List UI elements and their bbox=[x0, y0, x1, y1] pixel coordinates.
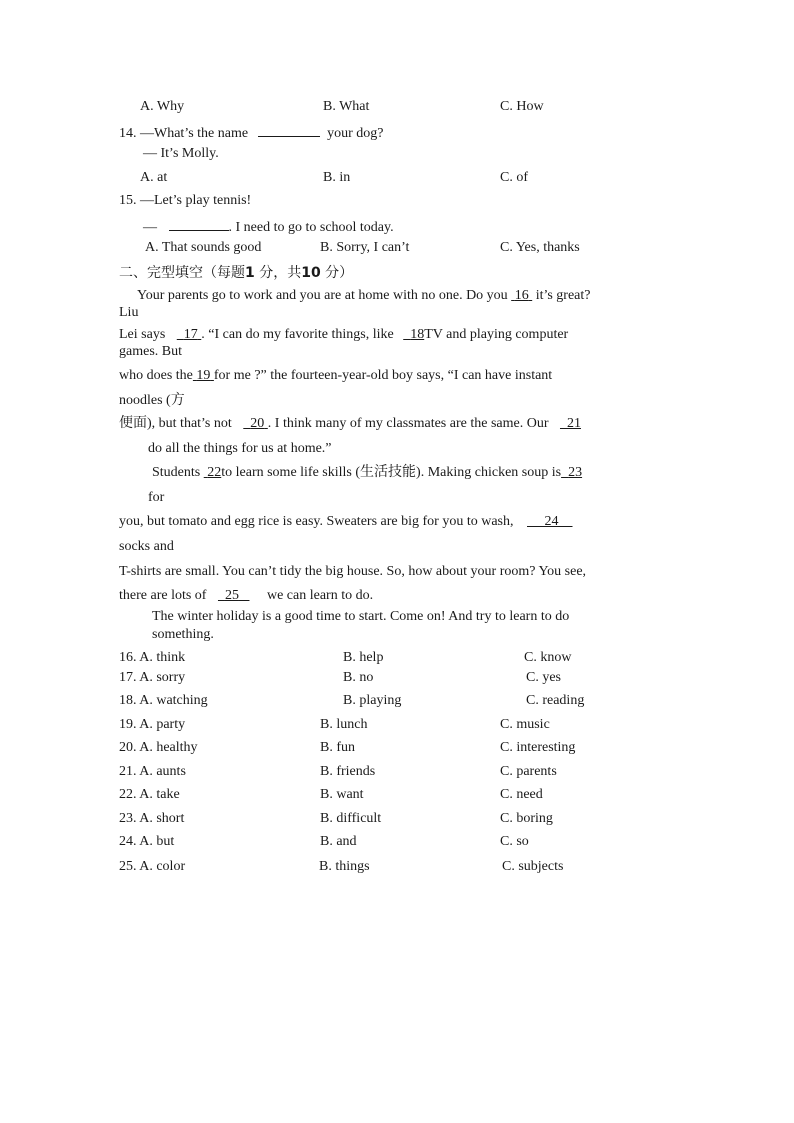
q15-stem: 15. —Let’s play tennis! bbox=[119, 193, 252, 208]
option-a: 25. A. color bbox=[119, 859, 186, 874]
option-b: B. fun bbox=[320, 740, 355, 755]
section-title-post: 分） bbox=[320, 265, 354, 281]
blank-22 bbox=[204, 465, 222, 480]
passage-text: it’s great? bbox=[535, 288, 591, 303]
blank-19-number: 19 bbox=[196, 368, 211, 383]
option-a: 18. A. watching bbox=[119, 693, 208, 708]
q14-stem-post: your dog? bbox=[327, 126, 384, 141]
option-a: 20. A. healthy bbox=[119, 740, 198, 755]
section-title-pre: 二、完型填空（每题 bbox=[119, 265, 245, 281]
option-a: 16. A. think bbox=[119, 650, 186, 665]
q15-answer bbox=[143, 216, 394, 237]
passage-line: something. bbox=[152, 627, 214, 642]
passage-text: to learn some life skills (生活技能). Making chicken soup is bbox=[221, 465, 562, 480]
option-b: B. difficult bbox=[320, 811, 382, 826]
q15-answer-dash: — bbox=[143, 220, 157, 235]
blank-18-number: 18 bbox=[410, 327, 425, 342]
option-c: C. yes bbox=[526, 670, 561, 685]
option-c: C. need bbox=[500, 787, 543, 802]
q14-option-b: B. in bbox=[323, 170, 351, 185]
passage-text: 便面), but that’s not bbox=[119, 416, 232, 431]
blank-24 bbox=[527, 514, 573, 529]
passage-text: . “I can do my favorite things, like bbox=[201, 327, 394, 342]
section-title-points: 1 bbox=[245, 265, 255, 281]
option-a: 17. A. sorry bbox=[119, 670, 186, 685]
passage-line: T-shirts are small. You can’t tidy the big house. So, how about your room? You see, bbox=[119, 564, 587, 579]
passage-line bbox=[119, 367, 552, 385]
blank-20-number: 20 bbox=[250, 416, 265, 431]
q14-stem-pre: 14. —What’s the name bbox=[119, 126, 249, 141]
passage-line: The winter holiday is a good time to start. Come on! And try to learn to do bbox=[152, 609, 570, 624]
option-a: 24. A. but bbox=[119, 834, 175, 849]
passage-line bbox=[119, 326, 568, 344]
passage-text: TV and playing computer bbox=[424, 327, 569, 342]
q13-option-a: A. Why bbox=[140, 99, 185, 114]
option-c: C. so bbox=[500, 834, 529, 849]
passage-text: for me ?” the fourteen-year-old boy says, “I can have instant bbox=[213, 368, 553, 383]
option-b: B. friends bbox=[320, 764, 376, 779]
blank-17-number: 17 bbox=[183, 327, 198, 342]
option-c: C. reading bbox=[526, 693, 585, 708]
q14-stem bbox=[119, 122, 383, 143]
passage-line: do all the things for us at home.” bbox=[148, 441, 332, 456]
blank-23 bbox=[561, 465, 582, 480]
section-title bbox=[119, 264, 353, 282]
option-c: C. boring bbox=[500, 811, 553, 826]
section-title-total: 10 bbox=[301, 265, 321, 281]
passage-line: socks and bbox=[119, 539, 174, 554]
q14-blank bbox=[258, 122, 320, 137]
blank-19 bbox=[193, 368, 214, 383]
passage-text: Your parents go to work and you are at home with no one. Do you bbox=[137, 288, 508, 303]
q13-option-c: C. How bbox=[500, 99, 544, 114]
option-b: B. help bbox=[343, 650, 384, 665]
q14-answer: — It’s Molly. bbox=[143, 146, 219, 161]
blank-20 bbox=[243, 416, 268, 431]
passage-text: you, but tomato and egg rice is easy. Sweaters are big for you to wash, bbox=[119, 514, 514, 529]
passage-line bbox=[152, 464, 582, 482]
passage-text: we can learn to do. bbox=[266, 588, 374, 603]
blank-21-number: 21 bbox=[566, 416, 581, 431]
passage-line bbox=[119, 513, 573, 531]
option-b: B. playing bbox=[343, 693, 402, 708]
passage-line: Liu bbox=[119, 305, 139, 320]
option-c: C. music bbox=[500, 717, 550, 732]
option-a: 22. A. take bbox=[119, 787, 180, 802]
q15-blank bbox=[169, 216, 229, 231]
passage-text: Students bbox=[152, 465, 201, 480]
passage-line bbox=[137, 287, 591, 305]
option-b: B. want bbox=[320, 787, 364, 802]
passage-line: noodles (方 bbox=[119, 393, 185, 408]
q15-option-b: B. Sorry, I can’t bbox=[320, 240, 410, 255]
passage-line bbox=[119, 415, 581, 433]
q15-option-a: A. That sounds good bbox=[145, 240, 262, 255]
option-a: 19. A. party bbox=[119, 717, 186, 732]
blank-25-number: 25 bbox=[224, 588, 239, 603]
blank-18 bbox=[403, 327, 424, 342]
q14-option-c: C. of bbox=[500, 170, 528, 185]
option-c: C. know bbox=[524, 650, 572, 665]
option-b: B. things bbox=[319, 859, 370, 874]
passage-text: there are lots of bbox=[119, 588, 207, 603]
q15-answer-post: . I need to go to school today. bbox=[228, 220, 394, 235]
blank-16 bbox=[511, 288, 532, 303]
blank-21 bbox=[560, 416, 581, 431]
option-a: 23. A. short bbox=[119, 811, 185, 826]
option-c: C. subjects bbox=[502, 859, 564, 874]
passage-text: . I think many of my classmates are the same. Our bbox=[267, 416, 549, 431]
option-b: B. and bbox=[320, 834, 357, 849]
option-c: C. parents bbox=[500, 764, 557, 779]
option-b: B. no bbox=[343, 670, 374, 685]
q13-option-b: B. What bbox=[323, 99, 370, 114]
blank-23-number: 23 bbox=[568, 465, 583, 480]
q14-option-a: A. at bbox=[140, 170, 168, 185]
blank-25 bbox=[218, 588, 250, 603]
passage-line: games. But bbox=[119, 344, 182, 359]
option-a: 21. A. aunts bbox=[119, 764, 186, 779]
blank-22-number: 22 bbox=[207, 465, 222, 480]
passage-text: Lei says bbox=[119, 327, 166, 342]
passage-line: for bbox=[148, 490, 165, 505]
blank-17 bbox=[177, 327, 202, 342]
q15-option-c: C. Yes, thanks bbox=[500, 240, 580, 255]
passage-text: who does the bbox=[119, 368, 193, 383]
option-c: C. interesting bbox=[500, 740, 576, 755]
option-b: B. lunch bbox=[320, 717, 368, 732]
blank-16-number: 16 bbox=[514, 288, 529, 303]
section-title-mid: 分，共 bbox=[254, 265, 302, 281]
passage-line bbox=[119, 587, 373, 605]
blank-24-number: 24 bbox=[544, 514, 559, 529]
